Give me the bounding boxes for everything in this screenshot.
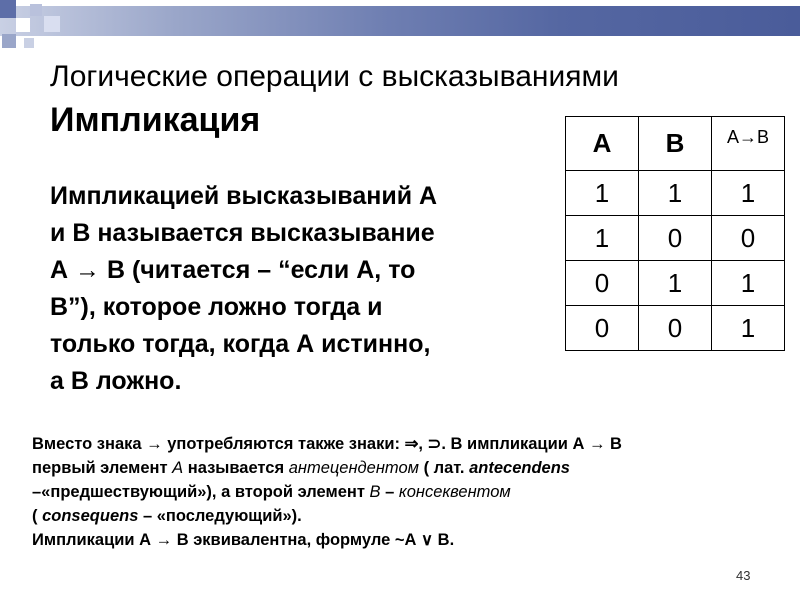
definition-line: В”), которое ложно тогда и: [50, 293, 383, 321]
table-cell: 0: [639, 216, 712, 261]
note-line: [32, 456, 772, 480]
deco-square: [24, 38, 34, 48]
table-cell: 1: [639, 171, 712, 216]
note-line: Вместо знака → употребляются также знаки: ⇒, ⊃. В импликации А → В: [32, 435, 622, 453]
note-fragment: В: [369, 483, 381, 501]
table-header-implication: A→B: [712, 117, 785, 171]
note-fragment: антецендентом: [288, 459, 419, 477]
table-cell: 1: [566, 171, 639, 216]
note-line: [32, 480, 772, 504]
note-fragment: (: [32, 507, 43, 525]
table-cell: 1: [712, 171, 785, 216]
definition-line: Импликацией высказываний А: [50, 182, 438, 210]
table-cell: 1: [639, 261, 712, 306]
table-cell: 0: [566, 306, 639, 351]
definition-line: а В ложно.: [50, 367, 182, 395]
table-header-row: [566, 117, 785, 171]
table-cell: 1: [712, 261, 785, 306]
note-fragment: consequens: [42, 507, 139, 525]
note-fragment: ( лат.: [418, 459, 470, 477]
note-text: [32, 432, 772, 552]
deco-square: [2, 34, 16, 48]
note-fragment: –«предшествующий»), а второй элемент: [32, 483, 370, 501]
table-row: [566, 216, 785, 261]
table-cell: 1: [566, 216, 639, 261]
table-cell: 0: [639, 306, 712, 351]
slide-title: Логические операции с высказываниями: [50, 60, 619, 93]
table-cell: 1: [712, 306, 785, 351]
table-row: [566, 171, 785, 216]
definition-line: только тогда, когда А истинно,: [50, 330, 431, 358]
note-fragment: –: [380, 483, 399, 501]
table-cell: 0: [712, 216, 785, 261]
definition-line: и В называется высказывание: [50, 219, 435, 247]
definition-line: А → В (читается – “если А, то: [50, 256, 416, 284]
deco-square: [30, 4, 42, 16]
note-fragment: А: [172, 459, 184, 477]
page-number: 43: [736, 568, 751, 583]
deco-square: [44, 16, 60, 32]
note-line: [32, 504, 772, 528]
note-fragment: консеквентом: [398, 483, 511, 501]
table-cell: 0: [566, 261, 639, 306]
deco-square: [0, 0, 16, 18]
header-bar: [0, 6, 800, 36]
truth-table: [565, 116, 785, 351]
note-fragment: antecendens: [469, 459, 570, 477]
note-fragment: первый элемент: [32, 459, 173, 477]
slide-subtitle: Импликация: [50, 101, 261, 139]
table-header-a: A: [566, 117, 639, 171]
table-row: [566, 261, 785, 306]
note-line: Импликации А → В эквивалентна, формуле ~А ∨ В.: [32, 531, 455, 549]
deco-square: [16, 18, 30, 32]
note-fragment: – «последующий»).: [138, 507, 302, 525]
definition-text: [50, 178, 540, 400]
note-fragment: называется: [183, 459, 289, 477]
table-header-b: B: [639, 117, 712, 171]
table-row: [566, 306, 785, 351]
